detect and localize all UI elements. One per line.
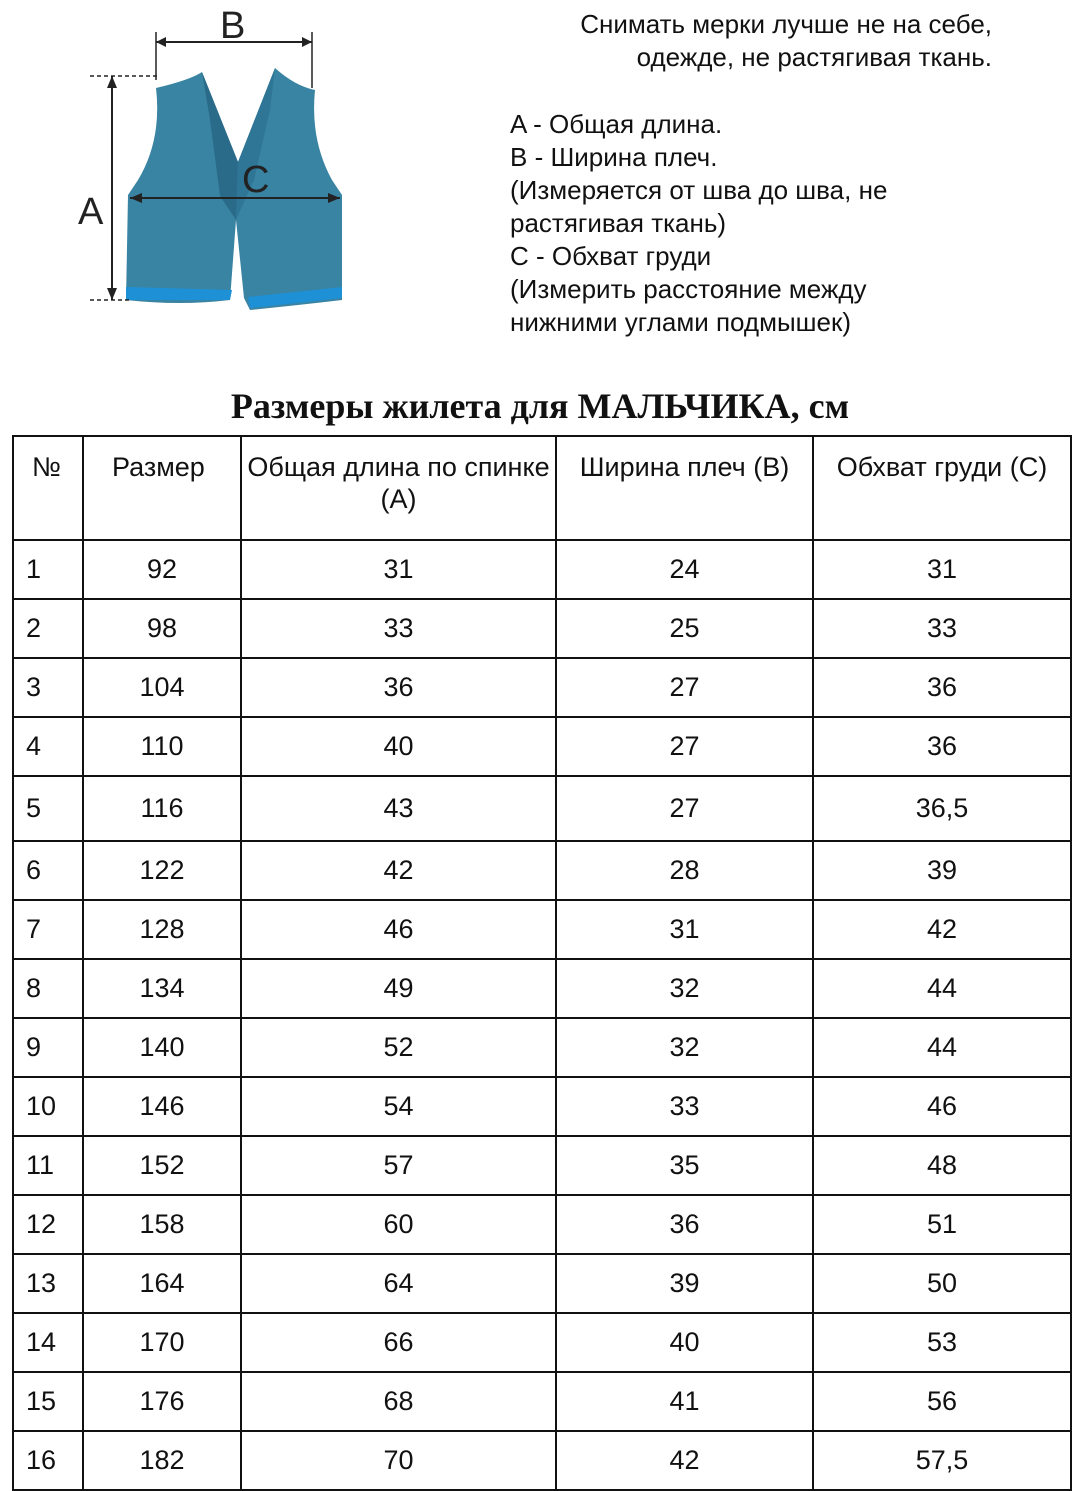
notes-intro bbox=[510, 8, 1070, 74]
table-row bbox=[13, 1254, 1071, 1313]
cell-chest: 31 bbox=[813, 540, 1071, 599]
label-b: B bbox=[220, 5, 246, 47]
table-row bbox=[13, 717, 1071, 776]
table-row bbox=[13, 599, 1071, 658]
table-row bbox=[13, 1136, 1071, 1195]
cell-size: 182 bbox=[83, 1431, 241, 1490]
cell-length: 54 bbox=[241, 1077, 556, 1136]
cell-chest: 51 bbox=[813, 1195, 1071, 1254]
definition-c: С - Обхват груди bbox=[510, 241, 712, 271]
table-row bbox=[13, 1372, 1071, 1431]
cell-shoulder-width: 27 bbox=[556, 717, 813, 776]
cell-shoulder-width: 32 bbox=[556, 959, 813, 1018]
cell-size: 128 bbox=[83, 900, 241, 959]
table-row bbox=[13, 841, 1071, 900]
notes-intro-line: одежде, не растягивая ткань. bbox=[636, 42, 992, 72]
vest-illustration bbox=[70, 0, 370, 330]
cell-chest: 36 bbox=[813, 717, 1071, 776]
cell-chest: 44 bbox=[813, 959, 1071, 1018]
cell-length: 31 bbox=[241, 540, 556, 599]
cell-size: 110 bbox=[83, 717, 241, 776]
cell-length: 68 bbox=[241, 1372, 556, 1431]
cell-number: 11 bbox=[13, 1136, 83, 1195]
vest-measurement-diagram bbox=[70, 0, 370, 330]
cell-size: 164 bbox=[83, 1254, 241, 1313]
cell-length: 40 bbox=[241, 717, 556, 776]
arrowhead bbox=[107, 76, 117, 88]
table-header-row bbox=[13, 436, 1071, 540]
cell-chest: 39 bbox=[813, 841, 1071, 900]
cell-shoulder-width: 27 bbox=[556, 776, 813, 841]
cell-length: 57 bbox=[241, 1136, 556, 1195]
cell-shoulder-width: 33 bbox=[556, 1077, 813, 1136]
cell-number: 9 bbox=[13, 1018, 83, 1077]
cell-chest: 53 bbox=[813, 1313, 1071, 1372]
cell-number: 15 bbox=[13, 1372, 83, 1431]
definition-c-note: (Измерить расстояние между bbox=[510, 274, 867, 304]
cell-chest: 33 bbox=[813, 599, 1071, 658]
cell-size: 134 bbox=[83, 959, 241, 1018]
cell-size: 140 bbox=[83, 1018, 241, 1077]
definition-a: A - Общая длина. bbox=[510, 109, 723, 139]
table-row bbox=[13, 1077, 1071, 1136]
cell-length: 52 bbox=[241, 1018, 556, 1077]
cell-size: 176 bbox=[83, 1372, 241, 1431]
cell-shoulder-width: 27 bbox=[556, 658, 813, 717]
cell-size: 92 bbox=[83, 540, 241, 599]
cell-size: 158 bbox=[83, 1195, 241, 1254]
arrowhead bbox=[156, 37, 166, 47]
label-a: A bbox=[78, 191, 104, 233]
cell-shoulder-width: 35 bbox=[556, 1136, 813, 1195]
cell-shoulder-width: 40 bbox=[556, 1313, 813, 1372]
cell-size: 104 bbox=[83, 658, 241, 717]
cell-shoulder-width: 31 bbox=[556, 900, 813, 959]
cell-length: 60 bbox=[241, 1195, 556, 1254]
column-header-number: № bbox=[13, 436, 83, 540]
cell-chest: 36,5 bbox=[813, 776, 1071, 841]
definition-b: B - Ширина плеч. bbox=[510, 142, 718, 172]
cell-shoulder-width: 36 bbox=[556, 1195, 813, 1254]
cell-chest: 46 bbox=[813, 1077, 1071, 1136]
definition-c-note: нижними углами подмышек) bbox=[510, 307, 851, 337]
cell-size: 170 bbox=[83, 1313, 241, 1372]
cell-number: 7 bbox=[13, 900, 83, 959]
cell-shoulder-width: 24 bbox=[556, 540, 813, 599]
cell-number: 6 bbox=[13, 841, 83, 900]
cell-length: 66 bbox=[241, 1313, 556, 1372]
size-table bbox=[12, 435, 1072, 1491]
cell-number: 16 bbox=[13, 1431, 83, 1490]
cell-number: 2 bbox=[13, 599, 83, 658]
notes-intro-line: Снимать мерки лучше не на себе, bbox=[580, 9, 992, 39]
notes-definitions bbox=[510, 108, 1070, 339]
page-title: Размеры жилета для МАЛЬЧИКА, см bbox=[230, 386, 850, 426]
cell-chest: 56 bbox=[813, 1372, 1071, 1431]
table-row bbox=[13, 1431, 1071, 1490]
cell-number: 5 bbox=[13, 776, 83, 841]
cell-length: 42 bbox=[241, 841, 556, 900]
cell-chest: 36 bbox=[813, 658, 1071, 717]
cell-shoulder-width: 39 bbox=[556, 1254, 813, 1313]
cell-number: 12 bbox=[13, 1195, 83, 1254]
table-row bbox=[13, 658, 1071, 717]
measurement-notes bbox=[510, 8, 1070, 339]
arrowhead bbox=[107, 288, 117, 300]
cell-size: 98 bbox=[83, 599, 241, 658]
cell-length: 49 bbox=[241, 959, 556, 1018]
cell-length: 36 bbox=[241, 658, 556, 717]
column-header-chest: Обхват груди (C) bbox=[813, 436, 1071, 540]
label-c: C bbox=[242, 159, 270, 201]
cell-length: 46 bbox=[241, 900, 556, 959]
table-row bbox=[13, 1195, 1071, 1254]
cell-shoulder-width: 41 bbox=[556, 1372, 813, 1431]
table-row bbox=[13, 959, 1071, 1018]
table-row bbox=[13, 1313, 1071, 1372]
cell-number: 4 bbox=[13, 717, 83, 776]
cell-size: 116 bbox=[83, 776, 241, 841]
cell-chest: 50 bbox=[813, 1254, 1071, 1313]
cell-length: 70 bbox=[241, 1431, 556, 1490]
cell-size: 152 bbox=[83, 1136, 241, 1195]
cell-chest: 42 bbox=[813, 900, 1071, 959]
cell-shoulder-width: 28 bbox=[556, 841, 813, 900]
cell-length: 64 bbox=[241, 1254, 556, 1313]
cell-size: 146 bbox=[83, 1077, 241, 1136]
table-row bbox=[13, 776, 1071, 841]
table-row bbox=[13, 900, 1071, 959]
cell-number: 14 bbox=[13, 1313, 83, 1372]
cell-chest: 57,5 bbox=[813, 1431, 1071, 1490]
cell-number: 10 bbox=[13, 1077, 83, 1136]
arrowhead bbox=[302, 37, 312, 47]
cell-shoulder-width: 42 bbox=[556, 1431, 813, 1490]
cell-number: 1 bbox=[13, 540, 83, 599]
table-body bbox=[13, 540, 1071, 1490]
cell-shoulder-width: 32 bbox=[556, 1018, 813, 1077]
definition-b-note: растягивая ткань) bbox=[510, 208, 727, 238]
cell-number: 3 bbox=[13, 658, 83, 717]
column-header-shoulder-width: Ширина плеч (B) bbox=[556, 436, 813, 540]
cell-number: 8 bbox=[13, 959, 83, 1018]
cell-number: 13 bbox=[13, 1254, 83, 1313]
cell-chest: 48 bbox=[813, 1136, 1071, 1195]
column-header-length: Общая длина по спинке (A) bbox=[241, 436, 556, 540]
table-row bbox=[13, 1018, 1071, 1077]
cell-shoulder-width: 25 bbox=[556, 599, 813, 658]
cell-size: 122 bbox=[83, 841, 241, 900]
cell-length: 43 bbox=[241, 776, 556, 841]
cell-length: 33 bbox=[241, 599, 556, 658]
table-row bbox=[13, 540, 1071, 599]
cell-chest: 44 bbox=[813, 1018, 1071, 1077]
definition-b-note: (Измеряется от шва до шва, не bbox=[510, 175, 888, 205]
column-header-size: Размер bbox=[83, 436, 241, 540]
